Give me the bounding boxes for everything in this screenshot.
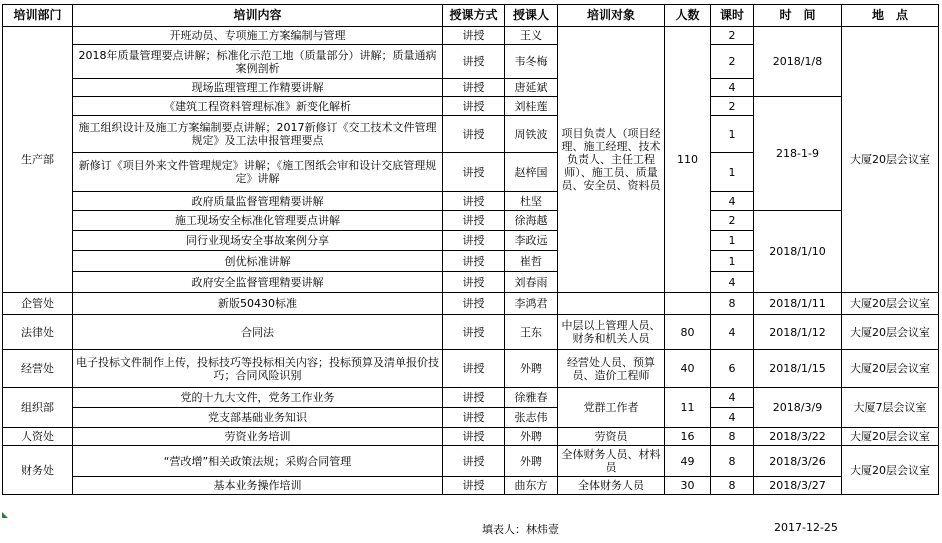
header-teacher[interactable]: 授课人 — [505, 5, 558, 27]
place-cell[interactable]: 大厦7层会议室 — [842, 388, 939, 428]
table-row — [3, 315, 939, 350]
time-cell[interactable]: 2018/3/26 — [754, 446, 842, 477]
method-cell[interactable]: 讲授 — [443, 97, 505, 116]
method-cell[interactable]: 讲授 — [443, 231, 505, 251]
dept-cell[interactable]: 经营处 — [3, 350, 73, 388]
teacher-cell[interactable]: 刘春雨 — [505, 272, 558, 293]
table-row — [3, 211, 939, 231]
count-cell[interactable]: 110 — [665, 27, 711, 293]
dept-cell[interactable]: 人资处 — [3, 428, 73, 446]
hours-cell[interactable]: 2 — [711, 97, 754, 116]
hours-cell[interactable]: 8 — [711, 293, 754, 315]
method-cell[interactable]: 讲授 — [443, 153, 505, 192]
filler-name[interactable]: 填表人：林炜壹 — [482, 523, 559, 536]
content-cell[interactable]: 新版50430标准 — [73, 293, 443, 315]
teacher-cell[interactable]: 李鸿君 — [505, 293, 558, 315]
teacher-cell[interactable]: 李政远 — [505, 231, 558, 251]
dept-cell[interactable]: 生产部 — [3, 27, 73, 293]
teacher-cell[interactable]: 赵梓国 — [505, 153, 558, 192]
method-cell[interactable]: 讲授 — [443, 477, 505, 495]
target-cell[interactable] — [558, 293, 665, 315]
header-content[interactable]: 培训内容 — [73, 5, 443, 27]
target-cell[interactable]: 劳资员 — [558, 428, 665, 446]
content-cell[interactable]: 开班动员、专项施工方案编制与管理 — [73, 27, 443, 45]
count-cell[interactable] — [665, 293, 711, 315]
method-cell[interactable]: 讲授 — [443, 251, 505, 272]
hours-cell[interactable]: 8 — [711, 477, 754, 495]
method-cell[interactable]: 讲授 — [443, 211, 505, 231]
time-cell[interactable]: 2018/1/10 — [754, 211, 842, 293]
content-cell[interactable]: 党支部基础业务知识 — [73, 408, 443, 428]
content-cell[interactable]: 施工组织设计及施工方案编制要点讲解；2017新修订《交工技术文件管理规定》及工法申报管理要点 — [73, 116, 443, 153]
header-hours[interactable]: 课时 — [711, 5, 754, 27]
hours-cell[interactable]: 1 — [711, 231, 754, 251]
header-time[interactable]: 时 间 — [754, 5, 842, 27]
content-cell[interactable]: 施工现场安全标准化管理要点讲解 — [73, 211, 443, 231]
content-cell[interactable]: 劳资业务培训 — [73, 428, 443, 446]
table-row — [3, 477, 939, 495]
target-cell[interactable]: 项目负责人（项目经理、施工经理、技术负责人、主任工程师）、施工员、质量员、安全员、资料员 — [558, 27, 665, 293]
teacher-cell[interactable]: 徐雅春 — [505, 388, 558, 408]
hours-cell[interactable]: 4 — [711, 388, 754, 408]
dept-cell[interactable]: 企管处 — [3, 293, 73, 315]
time-cell[interactable]: 218-1-9 — [754, 97, 842, 211]
content-cell[interactable]: “营改增”相关政策法规；采购合同管理 — [73, 446, 443, 477]
place-cell[interactable]: 大厦20层会议室 — [842, 27, 939, 293]
time-cell[interactable]: 2018/1/11 — [754, 293, 842, 315]
teacher-cell[interactable]: 王东 — [505, 315, 558, 350]
time-cell[interactable]: 2018/3/9 — [754, 388, 842, 428]
content-cell[interactable]: 《建筑工程资料管理标准》新变化解析 — [73, 97, 443, 116]
method-cell[interactable]: 讲授 — [443, 315, 505, 350]
fill-date[interactable]: 2017-12-25 — [774, 521, 838, 534]
time-cell[interactable]: 2018/3/22 — [754, 428, 842, 446]
target-cell[interactable]: 全体财务人员、材料员 — [558, 446, 665, 477]
target-cell[interactable]: 中层以上管理人员、财务和机关人员 — [558, 315, 665, 350]
teacher-cell[interactable]: 曲东方 — [505, 477, 558, 495]
teacher-cell[interactable]: 唐延斌 — [505, 79, 558, 97]
dept-cell[interactable]: 财务处 — [3, 446, 73, 495]
header-dept[interactable]: 培训部门 — [3, 5, 73, 27]
teacher-cell[interactable]: 周铁波 — [505, 116, 558, 153]
count-cell[interactable]: 49 — [665, 446, 711, 477]
method-cell[interactable]: 讲授 — [443, 79, 505, 97]
method-cell[interactable]: 讲授 — [443, 428, 505, 446]
dept-cell[interactable]: 组织部 — [3, 388, 73, 428]
header-count[interactable]: 人数 — [665, 5, 711, 27]
target-cell[interactable]: 党群工作者 — [558, 388, 665, 428]
table-row — [3, 446, 939, 477]
place-cell[interactable]: 大厦20层会议室 — [842, 428, 939, 446]
method-cell[interactable]: 讲授 — [443, 293, 505, 315]
table-row — [3, 350, 939, 388]
content-cell[interactable]: 政府安全监督管理精要讲解 — [73, 272, 443, 293]
content-cell[interactable]: 党的十九大文件，党务工作业务 — [73, 388, 443, 408]
training-schedule-table — [2, 4, 939, 495]
method-cell[interactable]: 讲授 — [443, 116, 505, 153]
hours-cell[interactable]: 8 — [711, 446, 754, 477]
method-cell[interactable]: 讲授 — [443, 45, 505, 79]
hours-cell[interactable]: 4 — [711, 192, 754, 211]
target-cell[interactable]: 全体财务人员 — [558, 477, 665, 495]
hours-cell[interactable]: 4 — [711, 315, 754, 350]
hours-cell[interactable]: 1 — [711, 116, 754, 153]
table-row — [3, 388, 939, 408]
method-cell[interactable]: 讲授 — [443, 446, 505, 477]
count-cell[interactable]: 80 — [665, 315, 711, 350]
hours-cell[interactable]: 2 — [711, 211, 754, 231]
content-cell[interactable]: 政府质量监督管理精要讲解 — [73, 192, 443, 211]
table-row — [3, 293, 939, 315]
teacher-cell[interactable]: 徐海越 — [505, 211, 558, 231]
method-cell[interactable]: 讲授 — [443, 272, 505, 293]
time-cell[interactable]: 2018/1/8 — [754, 27, 842, 97]
time-cell[interactable]: 2018/1/12 — [754, 315, 842, 350]
content-cell[interactable]: 电子投标文件制作上传，投标技巧等投标相关内容；投标预算及清单报价技巧；合同风险识别 — [73, 350, 443, 388]
count-cell[interactable]: 11 — [665, 388, 711, 428]
teacher-cell[interactable]: 外聘 — [505, 428, 558, 446]
method-cell[interactable]: 讲授 — [443, 408, 505, 428]
header-place[interactable]: 地 点 — [842, 5, 939, 27]
hours-cell[interactable]: 4 — [711, 79, 754, 97]
time-cell[interactable]: 2018/3/27 — [754, 477, 842, 495]
hours-cell[interactable]: 6 — [711, 350, 754, 388]
content-cell[interactable]: 同行业现场安全事故案例分享 — [73, 231, 443, 251]
header-target[interactable]: 培训对象 — [558, 5, 665, 27]
content-cell[interactable]: 现场监理管理工作精要讲解 — [73, 79, 443, 97]
place-cell[interactable]: 大厦20层会议室 — [842, 350, 939, 388]
teacher-cell[interactable]: 刘桂莲 — [505, 97, 558, 116]
hours-cell[interactable]: 8 — [711, 428, 754, 446]
teacher-cell[interactable]: 外聘 — [505, 446, 558, 477]
target-cell[interactable]: 经营处人员、预算员、造价工程师 — [558, 350, 665, 388]
content-cell[interactable]: 创优标准讲解 — [73, 251, 443, 272]
method-cell[interactable]: 讲授 — [443, 350, 505, 388]
method-cell[interactable]: 讲授 — [443, 388, 505, 408]
place-cell[interactable]: 大厦20层会议室 — [842, 315, 939, 350]
count-cell[interactable]: 30 — [665, 477, 711, 495]
teacher-cell[interactable]: 杜坚 — [505, 192, 558, 211]
count-cell[interactable]: 16 — [665, 428, 711, 446]
dept-cell[interactable]: 法律处 — [3, 315, 73, 350]
content-cell[interactable]: 合同法 — [73, 315, 443, 350]
place-cell[interactable]: 大厦20层会议室 — [842, 446, 939, 495]
hours-cell[interactable]: 1 — [711, 153, 754, 192]
table-row — [3, 27, 939, 45]
table-row — [3, 428, 939, 446]
content-cell[interactable]: 2018年质量管理要点讲解；标准化示范工地（质量部分）讲解；质量通病案例剖析 — [73, 45, 443, 79]
teacher-cell[interactable]: 张志伟 — [505, 408, 558, 428]
place-cell[interactable]: 大厦20层会议室 — [842, 293, 939, 315]
method-cell[interactable]: 讲授 — [443, 192, 505, 211]
teacher-cell[interactable]: 外聘 — [505, 350, 558, 388]
count-cell[interactable]: 40 — [665, 350, 711, 388]
teacher-cell[interactable]: 韦冬梅 — [505, 45, 558, 79]
hours-cell[interactable]: 2 — [711, 27, 754, 45]
header-row — [3, 5, 939, 27]
header-method[interactable]: 授课方式 — [443, 5, 505, 27]
hours-cell[interactable]: 4 — [711, 272, 754, 293]
method-cell[interactable]: 讲授 — [443, 27, 505, 45]
teacher-cell[interactable]: 王义 — [505, 27, 558, 45]
table-row — [3, 97, 939, 116]
hours-cell[interactable]: 4 — [711, 408, 754, 428]
footer-row — [2, 516, 938, 538]
content-cell[interactable]: 新修订《项目外来文件管理规定》讲解；《施工图纸会审和设计交底管理规定》讲解 — [73, 153, 443, 192]
content-cell[interactable]: 基本业务操作培训 — [73, 477, 443, 495]
hours-cell[interactable]: 1 — [711, 251, 754, 272]
teacher-cell[interactable]: 崔哲 — [505, 251, 558, 272]
time-cell[interactable]: 2018/1/15 — [754, 350, 842, 388]
hours-cell[interactable]: 2 — [711, 45, 754, 79]
